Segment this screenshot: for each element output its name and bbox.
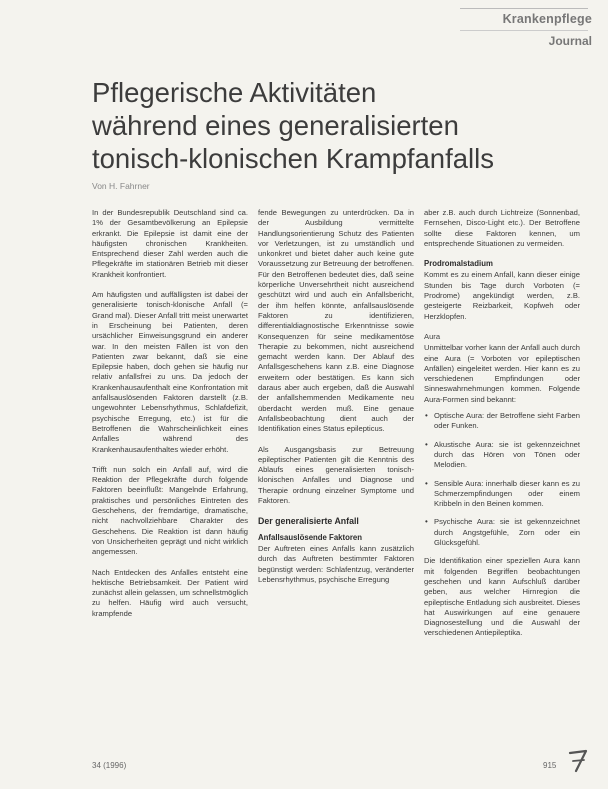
paragraph: Als Ausgangsbasis zur Betreuung epileptischer Patienten gilt die Kenntnis des Ablaufs eines generalisierten tonisch-klonischen Anfalles und Diagnose und Therapie ordnung einzelner Symptome und Faktoren. [258, 444, 414, 506]
paragraph: Am häufigsten und auffälligsten ist dabei der generalisierte tonisch-klonische Anfall (= Grand mal). Dieser Anfall tritt meist unerwartet in Erscheinung bei Patienten, deren ursächlicher Einweisungsgrund ein anderer war. In den meisten Fällen ist von den Patienten zwar bekannt, daß sie eine Epilepsie haben, doch gehen sie häufig nur relativ anfallsfrei zu uns. Da jedoch der Krankenhausaufenthalt eine Konfrontation mit anfallsauslösenden Faktoren darstellt (z.B. ungewohnter Lebensrhythmus, Schlafdefizit, psychische Erregung, etc.) ist für die Betroffenen die Wahrscheinlichkeit eines Anfalles während des Krankenhausaufenthaltes wieder erhöht. [92, 290, 248, 454]
handwritten-mark-icon [564, 745, 594, 775]
paragraph: Der Auftreten eines Anfalls kann zusätzlich durch das Auftreten bestimmter Faktoren begünstigt werden: Schlafentzug, veränderter Lebensrhythmus, psychische Erregung [258, 543, 414, 584]
section-heading: Der generalisierte Anfall [258, 516, 359, 527]
list-item: • Akustische Aura: sie ist gekennzeichnet durch das Hören von Tönen oder Melodien. [424, 440, 580, 471]
subsection-label: Journal [548, 34, 592, 48]
issue-number: 34 (1996) [92, 761, 127, 770]
paragraph: Die Identifikation einer speziellen Aura kann mit folgenden Begriffen beobachtungen geschehen und kann Aufschluß darüber geben, aus welcher Hirnregion die epileptische Entladung sich ausbreitet. Dieses hat Auswirkungen auf eine genauere Diagnosestellung und die Auswahl der verschiedenen Antiepileptika. [424, 556, 580, 638]
author-byline: Von H. Fahrner [92, 181, 150, 191]
paragraph: Unmittelbar vorher kann der Anfall auch durch eine Aura (= Vorboten vor epileptischen Anfällen) eingeleitet werden. Hier kann es zu verschiedenen Empfindungen oder Sinneswahrnehmungen kommen. Folgende Aura-Formen sind bekannt: [424, 343, 580, 404]
paragraph: aber z.B. auch durch Lichtreize (Sonnenbad, Fernsehen, Disco-Light etc.). Der Betroffene sollte diese Faktoren kennen, um entsprechende Situationen zu vermeiden. [424, 208, 580, 248]
title-line: Pflegerische Aktivitäten [92, 77, 377, 108]
text-column-3 [424, 208, 580, 649]
paragraph: Kommt es zu einem Anfall, kann dieser einige Stunden bis Tage durch Vorboten (= Prodrome) angekündigt werden, z.B. gesteigerte Reizbarkeit, Kopfweh oder Herzklopfen. [424, 270, 580, 321]
title-line: während eines generalisierten [92, 110, 459, 141]
header-rule [460, 8, 588, 9]
aura-list [424, 411, 580, 548]
list-item: • Sensible Aura: innerhalb dieser kann es zu Schmerzempfindungen oder einem Kribbeln in den Beinen kommen. [424, 479, 580, 510]
text-column-2 [258, 208, 414, 595]
text-column-1 [92, 208, 248, 629]
subsection-heading: Aura [424, 331, 441, 341]
list-item: • Optische Aura: der Betroffene sieht Farben oder Funken. [424, 411, 580, 432]
article-title [92, 76, 592, 175]
paragraph: fende Bewegungen zu unterdrücken. Da in der Ausbildung vermittelte Handlungsorientierung Schutz des Patienten vor Verletzungen, ist zu umständlich und unkonkret und bietet daher auch keine gute Voraussetzung zur Betreuung der betroffenen. Für den Betroffenen bedeutet dies, daß seine körperliche Unversehrtheit nicht ausreichend geschützt wird und auch ein Anfallsbericht, der ihm helfen könnte, anfallsauslösende Faktoren zu identifizieren, differentialdiagnostische Erkenntnisse sowie Konsequenzen für seine medikamentöse Therapie zu bekommen, nicht ausreichend gemacht werden kann. Der Ablauf des Anfallsgeschehens kann z.B. eine Diagnose erweitern oder bestätigen. Es kann sich daraus aber auch ergeben, daß die Auswahl der anfallshemmenden Medikamente neu überdacht werden muß. Eine genaue Anfallsbeobachtung dient auch der Identifikation eines Status epilepticus. [258, 208, 414, 434]
paragraph: Nach Entdecken des Anfalles entsteht eine hektische Betriebsamkeit. Der Patient wird zunächst allein gelassen, um schnellstmöglich zu helfen. Häufig wird auch versucht, krampfende [92, 567, 248, 618]
list-item: • Psychische Aura: sie ist gekennzeichnet durch Angstgefühle, Zorn oder ein Glücksgefühl. [424, 517, 580, 548]
title-line: tonisch-klonischen Krampfanfalls [92, 143, 494, 174]
page-number: 915 [543, 761, 557, 770]
subsection-heading: Prodromalstadium [424, 259, 493, 269]
paragraph: Trifft nun solch ein Anfall auf, wird die Reaktion der Pflegekräfte durch folgende Faktoren beeinflußt: Mangelnde Erfahrung, praktisches und persönliches Eintreten des Geschehens, der fremdartige, dramatische, nicht nachvollziehbare Charakter des Geschehens. Die Reaktion ist dann häufig von Unsicherheiten geprägt und nicht wirklich angemessen. [92, 464, 248, 557]
paragraph: In der Bundesrepublik Deutschland sind ca. 1% der Gesamtbevölkerung an Epilepsie erkrankt. Die Epilepsie ist damit eine der häufigsten chronischen Krankheiten. Entsprechend dieser Zahl werden auch die Pflegekräfte im stationären Betrieb mit dieser Krankheit konfrontiert. [92, 208, 248, 279]
subsection-heading: Anfallsauslösende Faktoren [258, 532, 362, 542]
section-label: Krankenpflege [502, 12, 592, 26]
header-rule-lower [460, 30, 588, 31]
